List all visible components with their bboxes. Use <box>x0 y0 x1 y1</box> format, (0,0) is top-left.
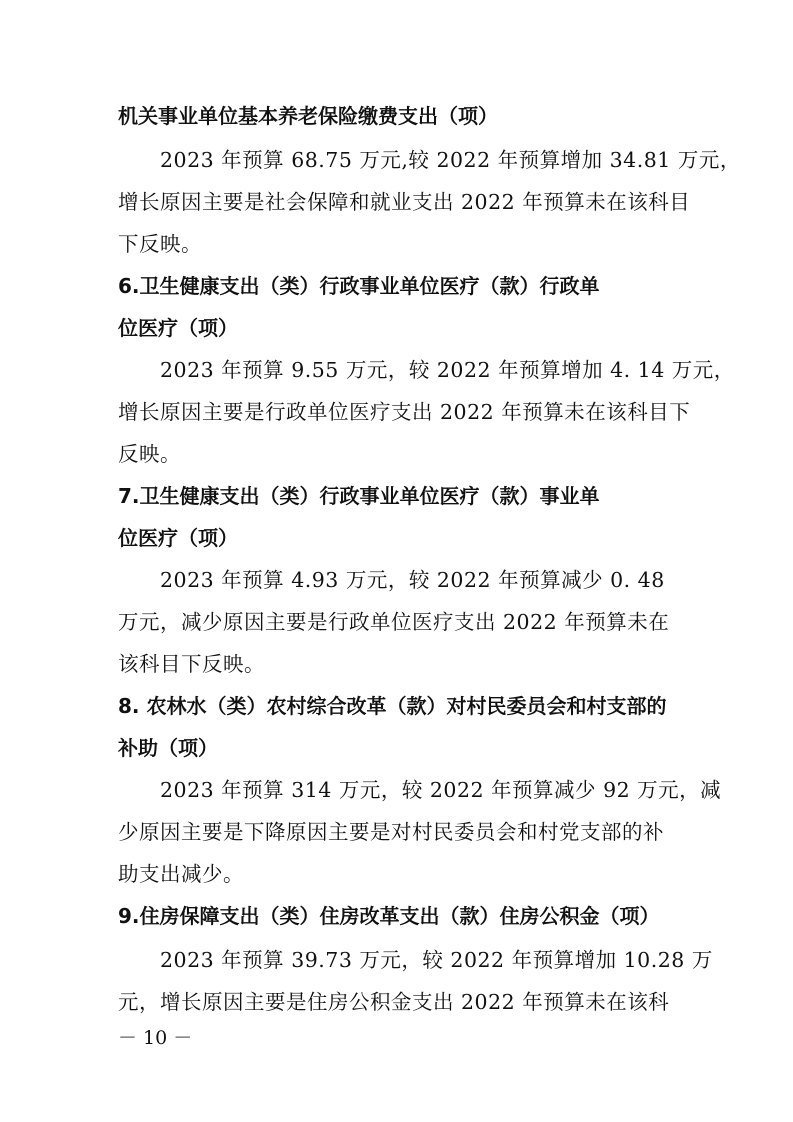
section-heading-7-cont: 位医疗（项） <box>118 526 238 550</box>
paragraph-line: 增长原因主要是社会保障和就业支出 2022 年预算未在该科目 <box>118 190 691 214</box>
section-heading-9: 9.住房保障支出（类）住房改革支出（款）住房公积金（项） <box>118 904 660 928</box>
paragraph-line: 反映。 <box>118 442 181 466</box>
paragraph-line: 2023 年预算 9.55 万元，较 2022 年预算增加 4. 14 万元， <box>160 358 735 382</box>
section-heading-6-cont: 位医疗（项） <box>118 316 238 340</box>
paragraph-line: 元，增长原因主要是住房公积金支出 2022 年预算未在该科 <box>118 990 670 1014</box>
page-number: － 10 － <box>118 1027 193 1049</box>
paragraph-line: 2023 年预算 39.73 万元，较 2022 年预算增加 10.28 万 <box>160 948 713 972</box>
paragraph-line: 助支出减少。 <box>118 862 244 886</box>
paragraph-line: 2023 年预算 68.75 万元,较 2022 年预算增加 34.81 万元， <box>160 148 741 172</box>
section-heading-8: 8. 农林水（类）农村综合改革（款）对村民委员会和村支部的 <box>118 694 667 718</box>
paragraph-line: 增长原因主要是行政单位医疗支出 2022 年预算未在该科目下 <box>118 400 691 424</box>
paragraph-line: 2023 年预算 4.93 万元，较 2022 年预算减少 0. 48 <box>160 568 665 592</box>
paragraph-line: 万元，减少原因主要是行政单位医疗支出 2022 年预算未在 <box>118 610 670 634</box>
section-heading-pension: 机关事业单位基本养老保险缴费支出（项） <box>118 104 498 128</box>
paragraph-line: 2023 年预算 314 万元，较 2022 年预算减少 92 万元，减 <box>160 778 722 802</box>
paragraph-line: 少原因主要是下降原因主要是对村民委员会和村党支部的补 <box>118 820 664 844</box>
paragraph-line: 该科目下反映。 <box>118 652 265 676</box>
section-heading-8-cont: 补助（项） <box>118 736 218 760</box>
section-heading-7: 7.卫生健康支出（类）行政事业单位医疗（款）事业单 <box>118 484 600 508</box>
paragraph-line: 下反映。 <box>118 232 202 256</box>
section-heading-6: 6.卫生健康支出（类）行政事业单位医疗（款）行政单 <box>118 274 600 298</box>
